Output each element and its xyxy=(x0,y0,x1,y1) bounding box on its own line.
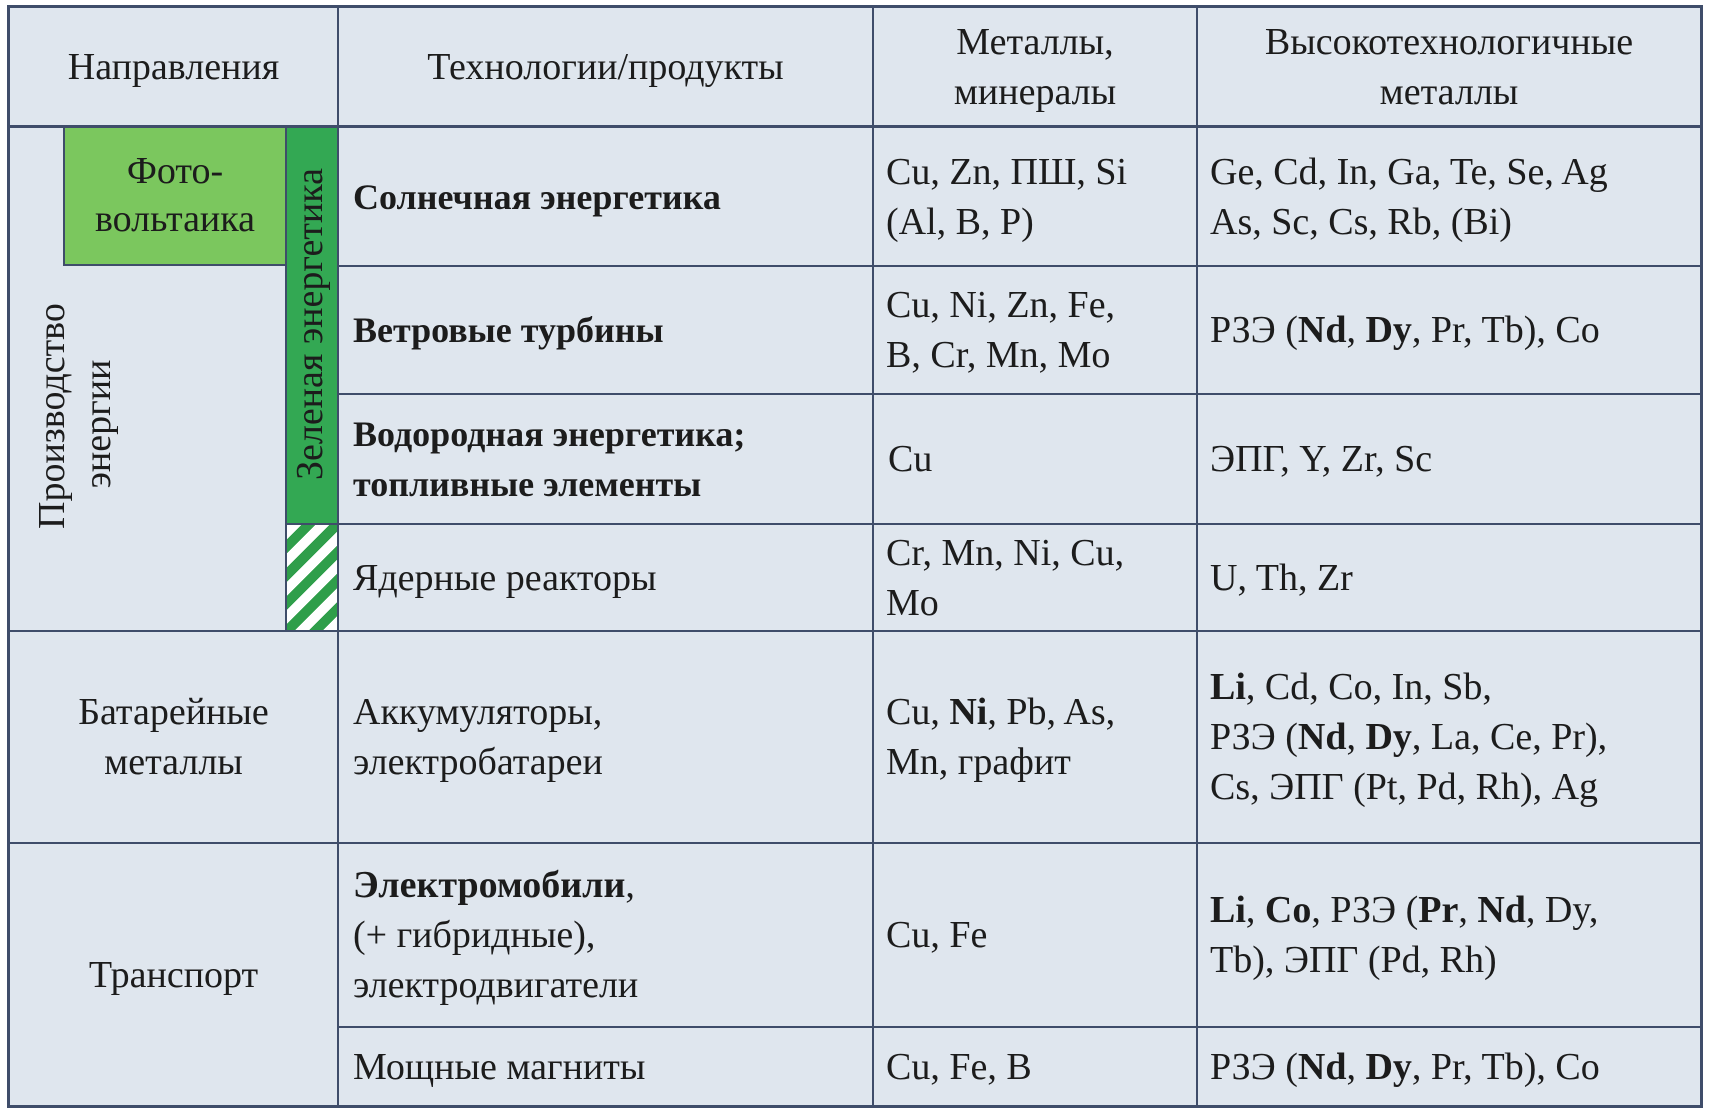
row-batteries-metals-ni: Ni xyxy=(949,691,988,733)
group-energy-production-text: Производство энергии xyxy=(31,303,119,529)
row-batteries-hightech-nd: Nd xyxy=(1297,716,1347,758)
row-batteries-metals-line2: Mn, графит xyxy=(886,741,1071,783)
row-ev-metals-text: Cu, Fe xyxy=(886,914,988,956)
row-ev-hightech-nd: Nd xyxy=(1477,889,1526,931)
row-nuclear-metals-line2: Mo xyxy=(886,581,939,624)
row-wind-hightech-nd: Nd xyxy=(1297,309,1347,351)
row-ev-hightech-line1 xyxy=(1210,885,1598,935)
row-hydrogen-technology-line2: топливные элементы xyxy=(353,464,702,504)
row-batteries-technology-line1: Аккумуляторы, xyxy=(353,691,603,733)
header-technologies xyxy=(339,8,872,125)
row-solar-metals xyxy=(886,128,1196,265)
row-batteries-hightech-line2 xyxy=(1210,712,1607,762)
row-ev-technology-line2: (+ гибридные), xyxy=(353,914,596,956)
row-batteries-hightech-line3: Cs, ЭПГ (Pt, Pd, Rh), Ag xyxy=(1210,766,1599,808)
row-ev-hightech xyxy=(1210,844,1700,1026)
group-transport-text: Транспорт xyxy=(88,953,259,996)
row-batteries-hightech-dy: Dy xyxy=(1365,716,1412,758)
row-magnets-metals xyxy=(886,1028,1196,1105)
row-ev-hightech-sep3: , xyxy=(1458,889,1478,931)
row-wind-technology-text: Ветровые турбины xyxy=(353,310,664,350)
header-hightech-line1: Высокотехнологичные xyxy=(1264,20,1634,63)
row-ev-hightech-co: Co xyxy=(1264,889,1312,931)
row-wind-hightech-sep: , xyxy=(1346,309,1366,351)
rule-batteries xyxy=(10,842,1700,844)
rule-header xyxy=(10,125,1700,128)
row-magnets-hightech-nd: Nd xyxy=(1297,1045,1347,1088)
row-magnets-hightech-post: , Pr, Tb), Co xyxy=(1411,1045,1600,1088)
row-hydrogen-metals-text: Cu xyxy=(888,438,933,480)
header-hightech-line2: металлы xyxy=(1379,70,1519,113)
row-batteries-hightech-l2-pre: РЗЭ ( xyxy=(1210,716,1298,758)
row-solar-technology-text: Солнечная энергетика xyxy=(353,176,721,217)
group-photovoltaics xyxy=(63,126,285,266)
row-magnets-technology xyxy=(353,1028,868,1105)
photovoltaics-line2: вольтаика xyxy=(94,198,256,240)
row-magnets-hightech-dy: Dy xyxy=(1365,1045,1412,1088)
row-ev-technology-line1 xyxy=(353,860,635,910)
row-wind-hightech-line1 xyxy=(1210,305,1600,355)
photovoltaics-line1: Фото- xyxy=(126,150,224,192)
header-metals-line2: минералы xyxy=(953,70,1117,113)
row-magnets-hightech-sep: , xyxy=(1346,1045,1366,1088)
nuclear-hatch-bar xyxy=(285,523,337,630)
row-wind-hightech xyxy=(1210,267,1700,393)
row-nuclear-technology xyxy=(353,525,868,630)
rule-solar xyxy=(337,265,1700,267)
header-directions-text: Направления xyxy=(67,45,280,88)
metals-table xyxy=(7,5,1703,1108)
header-technologies-text: Технологии/продукты xyxy=(427,45,784,88)
row-nuclear-hightech xyxy=(1210,525,1700,630)
row-batteries-metals-pre: Cu, xyxy=(886,691,950,733)
row-batteries-hightech-l1-rest: , Cd, Co, In, Sb, xyxy=(1245,666,1492,708)
row-batteries-technology xyxy=(353,632,868,842)
header-metals-line1: Металлы, xyxy=(956,20,1114,63)
row-hydrogen-technology-line1: Водородная энергетика; xyxy=(353,414,746,454)
group-green-energy xyxy=(287,129,335,519)
row-solar-metals-line1: Cu, Zn, ПШ, Si xyxy=(886,150,1128,193)
row-wind-metals-line1: Cu, Ni, Zn, Fe, xyxy=(886,284,1116,326)
row-wind-hightech-post: , Pr, Tb), Co xyxy=(1411,309,1600,351)
header-hightech xyxy=(1198,8,1700,125)
group-battery-metals-line2: металлы xyxy=(104,741,243,783)
rule-col1 xyxy=(337,8,339,1105)
row-ev-technology-bold: Электромобили xyxy=(353,864,626,906)
row-solar-technology xyxy=(353,128,868,265)
header-directions xyxy=(10,8,337,125)
row-wind-hightech-pre: РЗЭ ( xyxy=(1210,309,1298,351)
rule-col3 xyxy=(1196,8,1198,1105)
rule-col2 xyxy=(872,8,874,1105)
row-nuclear-metals xyxy=(886,525,1196,630)
group-battery-metals-line1: Батарейные xyxy=(78,691,269,733)
row-wind-hightech-dy: Dy xyxy=(1365,309,1412,351)
row-ev-hightech-ree: , РЗЭ ( xyxy=(1311,889,1419,931)
group-green-energy-text: Зеленая энергетика xyxy=(289,167,331,481)
row-hydrogen-metals xyxy=(888,395,1196,523)
row-wind-metals-line2: B, Cr, Mn, Mo xyxy=(886,334,1111,376)
row-hydrogen-hightech xyxy=(1210,395,1700,523)
header-metals xyxy=(874,8,1196,125)
row-wind-metals xyxy=(886,267,1196,393)
row-magnets-hightech-pre: РЗЭ ( xyxy=(1210,1045,1298,1088)
row-ev-hightech-sep1: , xyxy=(1245,889,1265,931)
row-wind-technology xyxy=(353,267,868,393)
row-ev-hightech-line2: Tb), ЭПГ (Pd, Rh) xyxy=(1210,939,1497,981)
row-magnets-metals-text: Cu, Fe, B xyxy=(886,1045,1032,1088)
rule-nuclear xyxy=(10,630,1700,632)
row-ev-technology-comma: , xyxy=(625,864,635,906)
row-batteries-metals xyxy=(886,632,1196,842)
row-hydrogen-hightech-text: ЭПГ, Y, Zr, Sc xyxy=(1210,438,1433,480)
group-battery-metals xyxy=(10,632,337,842)
row-batteries-hightech-line1 xyxy=(1210,662,1492,712)
row-batteries-hightech-l2-post: , La, Ce, Pr), xyxy=(1411,716,1608,758)
rule-hydrogen xyxy=(337,523,1700,525)
row-solar-hightech-line1: Ge, Cd, In, Ga, Te, Se, Ag xyxy=(1210,150,1608,193)
row-ev-hightech-pr: Pr xyxy=(1418,889,1459,931)
row-batteries-hightech-li: Li xyxy=(1210,666,1246,708)
row-solar-hightech-line2: As, Sc, Cs, Rb, (Bi) xyxy=(1210,200,1512,243)
row-batteries-metals-line1 xyxy=(886,687,1115,737)
rule-wind xyxy=(337,393,1700,395)
row-batteries-metals-post: , Pb, As, xyxy=(987,691,1116,733)
row-ev-metals xyxy=(886,844,1196,1026)
group-transport xyxy=(10,844,337,1105)
row-ev-technology xyxy=(353,844,868,1026)
row-batteries-hightech-l2-sep: , xyxy=(1346,716,1366,758)
rule-ev xyxy=(337,1026,1700,1028)
row-ev-technology-line3: электродвигатели xyxy=(353,964,639,1006)
row-solar-hightech xyxy=(1210,128,1700,265)
group-energy-production xyxy=(29,303,121,529)
row-nuclear-metals-line1: Cr, Mn, Ni, Cu, xyxy=(886,531,1125,574)
row-nuclear-hightech-text: U, Th, Zr xyxy=(1210,556,1353,599)
row-magnets-hightech-line1 xyxy=(1210,1042,1600,1092)
row-batteries-hightech xyxy=(1210,632,1700,842)
row-solar-metals-line2: (Al, B, P) xyxy=(886,200,1034,243)
row-ev-hightech-post: , Dy, xyxy=(1525,889,1599,931)
row-magnets-technology-text: Мощные магниты xyxy=(353,1045,646,1088)
row-hydrogen-technology xyxy=(353,395,868,523)
row-batteries-technology-line2: электробатареи xyxy=(353,741,603,783)
row-ev-hightech-li: Li xyxy=(1210,889,1246,931)
row-nuclear-technology-text: Ядерные реакторы xyxy=(353,556,657,599)
row-magnets-hightech xyxy=(1210,1028,1700,1105)
